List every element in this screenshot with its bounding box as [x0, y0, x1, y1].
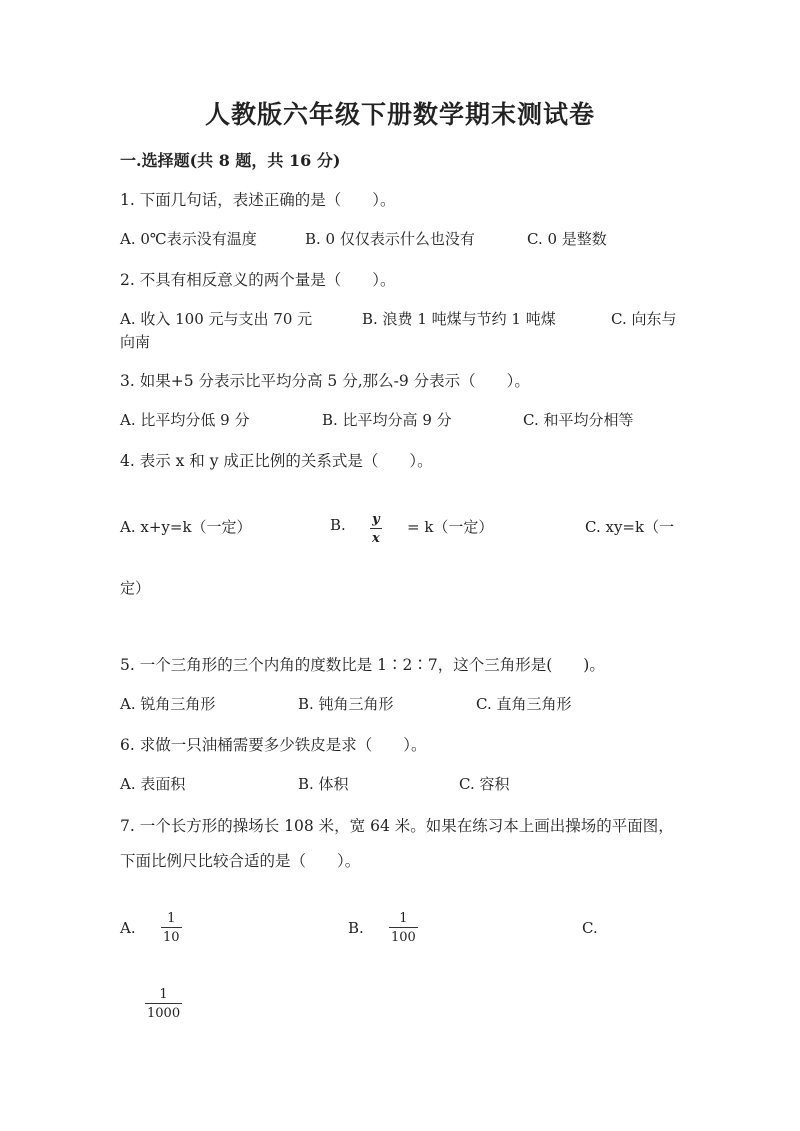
question-2-stem: 2. 不具有相反意义的两个量是（ ）。	[120, 271, 396, 289]
question-4-stem: 4. 表示 x 和 y 成正比例的关系式是（ ）。	[120, 452, 433, 470]
q7-fraction-1-1000	[145, 988, 182, 1020]
question-7-stem-line2: 下面比例尺比较合适的是（ ）。	[120, 852, 361, 870]
q2-option-c[interactable]: C. 向东与	[611, 310, 677, 328]
q4-option-b[interactable]: B.	[330, 516, 346, 534]
q7-fraction-1-10	[161, 912, 182, 944]
q3-option-b[interactable]: B. 比平均分高 9 分	[322, 411, 452, 429]
fraction-numerator: 1	[159, 987, 168, 1002]
q2-option-a[interactable]: A. 收入 100 元与支出 70 元	[120, 310, 313, 328]
fraction-numerator: 1	[167, 911, 176, 926]
question-3-stem: 3. 如果+5 分表示比平均分高 5 分,那么-9 分表示（ ）。	[120, 372, 530, 390]
q6-option-b[interactable]: B. 体积	[298, 775, 349, 793]
section-heading: 一.选择题(共 8 题，共 16 分)	[120, 151, 341, 170]
page-title: 人教版六年级下册数学期末测试卷	[204, 100, 595, 129]
q7-option-c[interactable]: C.	[582, 919, 598, 937]
q4-option-b-text: = k（一定）	[407, 518, 494, 536]
question-7-stem-line1: 7. 一个长方形的操场长 108 米，宽 64 米。如果在练习本上画出操场的平面图，	[120, 817, 674, 835]
q5-option-b[interactable]: B. 钝角三角形	[298, 695, 394, 713]
q1-option-c[interactable]: C. 0 是整数	[527, 230, 607, 248]
q6-option-a[interactable]: A. 表面积	[120, 775, 186, 793]
q5-option-a[interactable]: A. 锐角三角形	[120, 695, 216, 713]
q2-option-c-continued: 向南	[120, 333, 151, 351]
q6-option-c[interactable]: C. 容积	[459, 775, 510, 793]
fraction-numerator: y	[372, 512, 380, 527]
q3-option-c[interactable]: C. 和平均分相等	[523, 411, 634, 429]
q4-option-c-continued: 定）	[120, 579, 151, 597]
fraction-denominator: 1000	[147, 1006, 181, 1021]
question-5-stem: 5. 一个三角形的三个内角的度数比是 1∶2∶7，这个三角形是( )。	[120, 656, 605, 674]
fraction-denominator: 100	[391, 930, 416, 945]
q7-option-b[interactable]: B.	[348, 919, 364, 937]
question-1-stem: 1. 下面几句话，表述正确的是（ ）。	[120, 191, 396, 209]
q2-option-b[interactable]: B. 浪费 1 吨煤与节约 1 吨煤	[362, 310, 556, 328]
q1-option-b[interactable]: B. 0 仅仅表示什么也没有	[305, 230, 475, 248]
q4-option-c[interactable]: C. xy=k（一	[585, 518, 675, 536]
q3-option-a[interactable]: A. 比平均分低 9 分	[120, 411, 250, 429]
q4-fraction-y-over-x	[370, 513, 382, 545]
q7-fraction-1-100	[389, 912, 418, 944]
q7-option-a[interactable]: A.	[120, 919, 136, 937]
q1-option-a[interactable]: A. 0℃表示没有温度	[120, 230, 257, 248]
q5-option-c[interactable]: C. 直角三角形	[476, 695, 572, 713]
fraction-denominator: 10	[163, 930, 180, 945]
fraction-numerator: 1	[399, 911, 408, 926]
question-6-stem: 6. 求做一只油桶需要多少铁皮是求（ ）。	[120, 736, 427, 754]
fraction-denominator: x	[372, 531, 380, 546]
q4-option-a[interactable]: A. x+y=k（一定）	[120, 518, 252, 536]
